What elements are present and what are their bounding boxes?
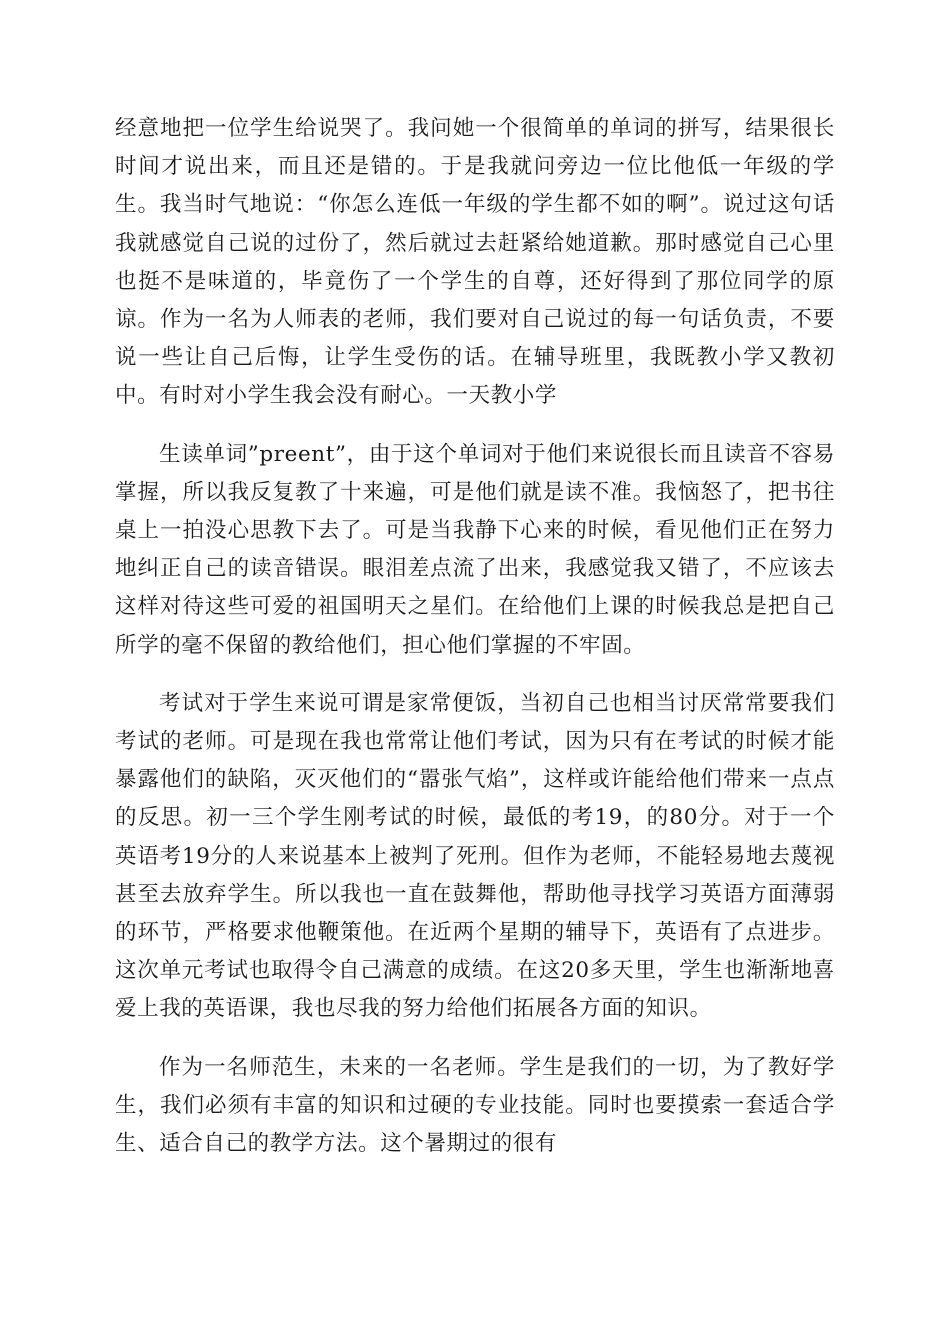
paragraph-1: 经意地把一位学生给说哭了。我问她一个很简单的单词的拼写，结果很长时间才说出来，而且还是错的。于是我就问旁边一位比他低一年级的学生。我当时气地说：“你怎么连低一年级的学生都不如的啊”。说过这句话我就感觉自己说的过份了，然后就过去赶紧给她道歉。那时感觉自己心里也挺不是味道的，毕竟伤了一个学生的自尊，还好得到了那位同学的原谅。作为一名为人师表的老师，我们要对自己说过的每一句话负责，不要说一些让自己后悔，让学生受伤的话。在辅导班里，我既教小学又教初中。有时对小学生我会没有耐心。一天教小学 <box>115 116 835 409</box>
paragraph-4: 作为一名师范生，未来的一名老师。学生是我们的一切，为了教好学生，我们必须有丰富的知识和过硬的专业技能。同时也要摸索一套适合学生、适合自己的教学方法。这个暑期过的很有 <box>115 1054 835 1157</box>
paragraph-3: 考试对于学生来说可谓是家常便饭，当初自己也相当讨厌常常要我们考试的老师。可是现在我也常常让他们考试，因为只有在考试的时候才能暴露他们的缺陷，灭灭他们的“嚣张气焰”，这样或许能给他们带来一点点的反思。初一三个学生刚考试的时候，最低的考19，的80分。对于一个英语考19分的人来说基本上被判了死刑。但作为老师，不能轻易地去蔑视甚至去放弃学生。所以我也一直在鼓舞他，帮助他寻找学习英语方面薄弱的环节，严格要求他鞭策他。在近两个星期的辅导下，英语有了点进步。这次单元考试也取得令自己满意的成绩。在这20多天里，学生也渐渐地喜爱上我的英语课，我也尽我的努力给他们拓展各方面的知识。 <box>115 690 835 1022</box>
document-body <box>115 110 835 1163</box>
paragraph-2: 生读单词”preent”，由于这个单词对于他们来说很长而且读音不容易掌握，所以我反复教了十来遍，可是他们就是读不准。我恼怒了，把书往桌上一拍没心思教下去了。可是当我静下心来的时候，看见他们正在努力地纠正自己的读音错误。眼泪差点流了出来，我感觉我又错了，不应该去这样对待这些可爱的祖国明天之星们。在给他们上课的时候我总是把自己所学的毫不保留的教给他们，担心他们掌握的不牢固。 <box>115 441 835 658</box>
